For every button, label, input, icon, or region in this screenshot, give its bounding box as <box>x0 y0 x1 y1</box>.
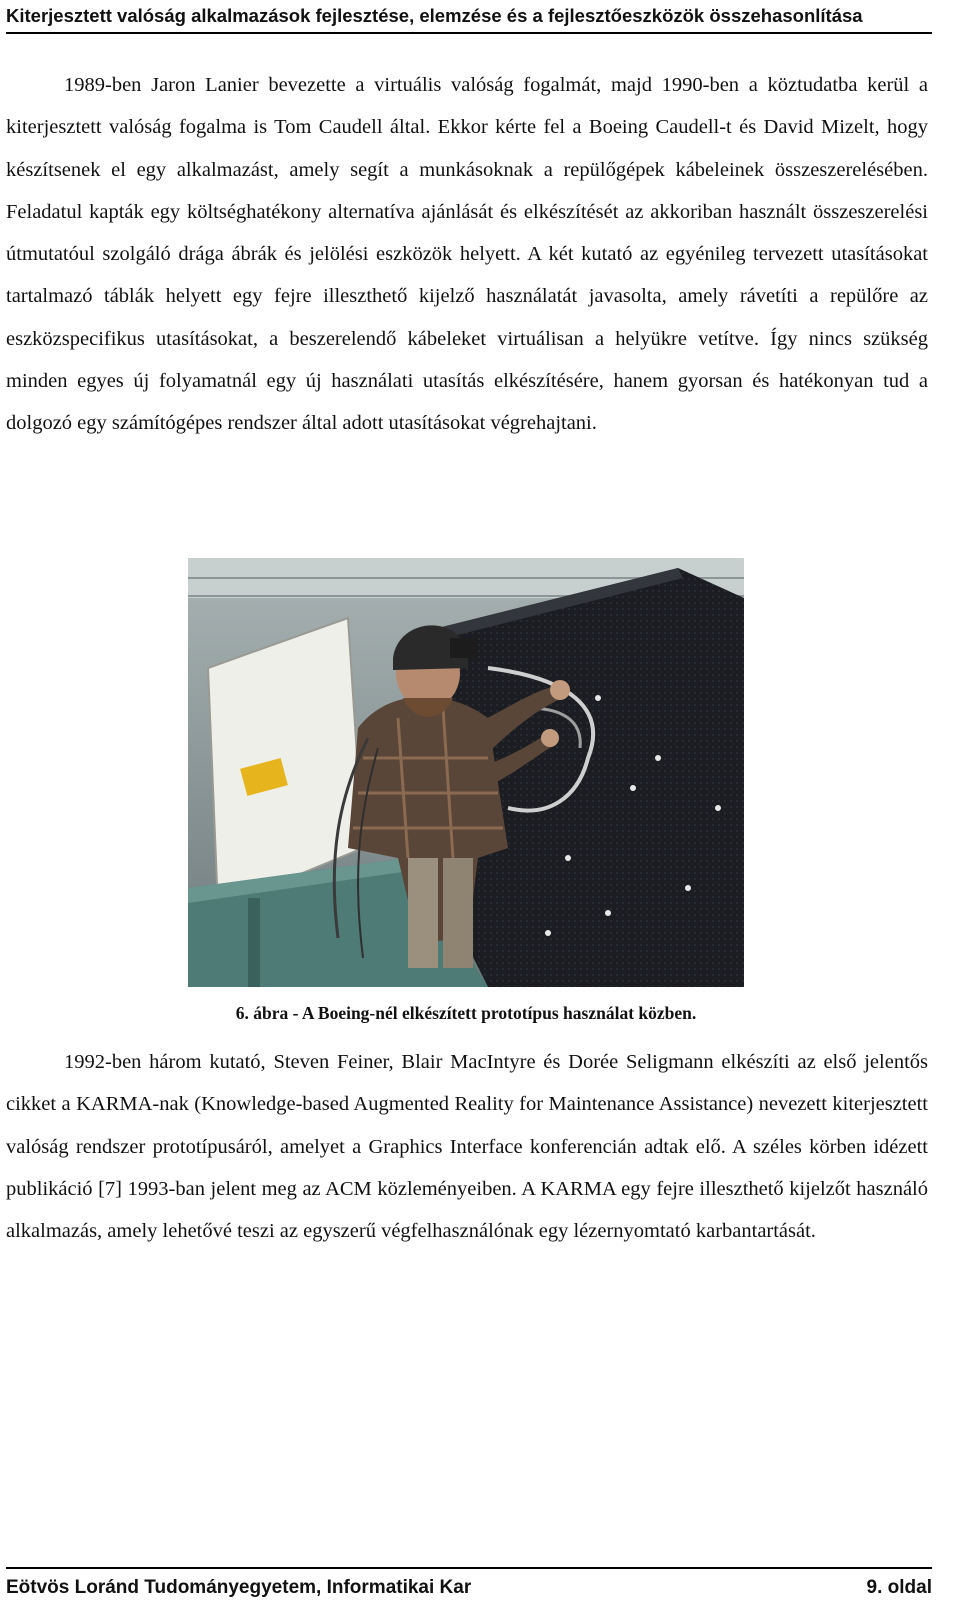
paragraph-1: 1989-ben Jaron Lanier bevezette a virtuális valóság fogalmát, majd 1990-ben a köztudatba kerül a kiterjesztett valóság fogalma is Tom Caudell által. Ekkor kérte fel a Boeing Caudell-t és David Mizelt, hogy készítsenek el egy alkalmazást, amely segít a munkásoknak a repülőgépek kábeleinek összeszerelésében. Feladatul kapták egy költséghatékony alternatíva ajánlását és elkészítését az akkoriban használt összeszerelési útmutatóul szolgáló drága ábrák és jelölési eszközök helyett. A két kutató az egyénileg tervezett utasításokat tartalmazó táblák helyett egy fejre illeszthető kijelző használatát javasolta, amely rávetíti a repülőre az eszközspecifikus utasításokat, a beszerelendő kábeleket virtuálisan a helyükre vetítve. Így nincs szükség minden egyes új folyamatnál egy új használati utasítás elkészítésére, hanem gyorsan és hatékonyan tud a dolgozó egy számítógépes rendszer által adott utasításokat végrehajtani. <box>6 74 928 435</box>
page-footer <box>6 1567 932 1609</box>
figure-photo <box>188 558 744 987</box>
figure-caption: 6. ábra - A Boeing-nél elkészített prototípus használat közben. <box>235 1003 697 1023</box>
footer-institution: Eötvös Loránd Tudományegyetem, Informatikai Kar <box>6 1577 472 1598</box>
header-title: Kiterjesztett valóság alkalmazások fejlesztése, elemzése és a fejlesztőeszközök összehasonlítása <box>6 5 863 26</box>
paragraph-2: 1992-ben három kutató, Steven Feiner, Blair MacIntyre és Dorée Seligmann elkészíti az első jelentős cikket a KARMA-nak (Knowledge-based Augmented Reality for Maintenance Assistance) nevezett kiterjesztett valóság rendszer prototípusáról, amelyet a Graphics Interface konferencián adtak elő. A széles körben idézett publikáció [7] 1993-ban jelent meg az ACM közleményeiben. A KARMA egy fejre illeszthető kijelzőt használó alkalmazás, amely lehetővé teszi az egyszerű végfelhasználónak egy lézernyomtató karbantartását. <box>6 1051 928 1243</box>
page-header <box>6 2 932 34</box>
boeing-prototype-photo <box>188 558 744 987</box>
page-number: 9. oldal <box>866 1577 932 1598</box>
